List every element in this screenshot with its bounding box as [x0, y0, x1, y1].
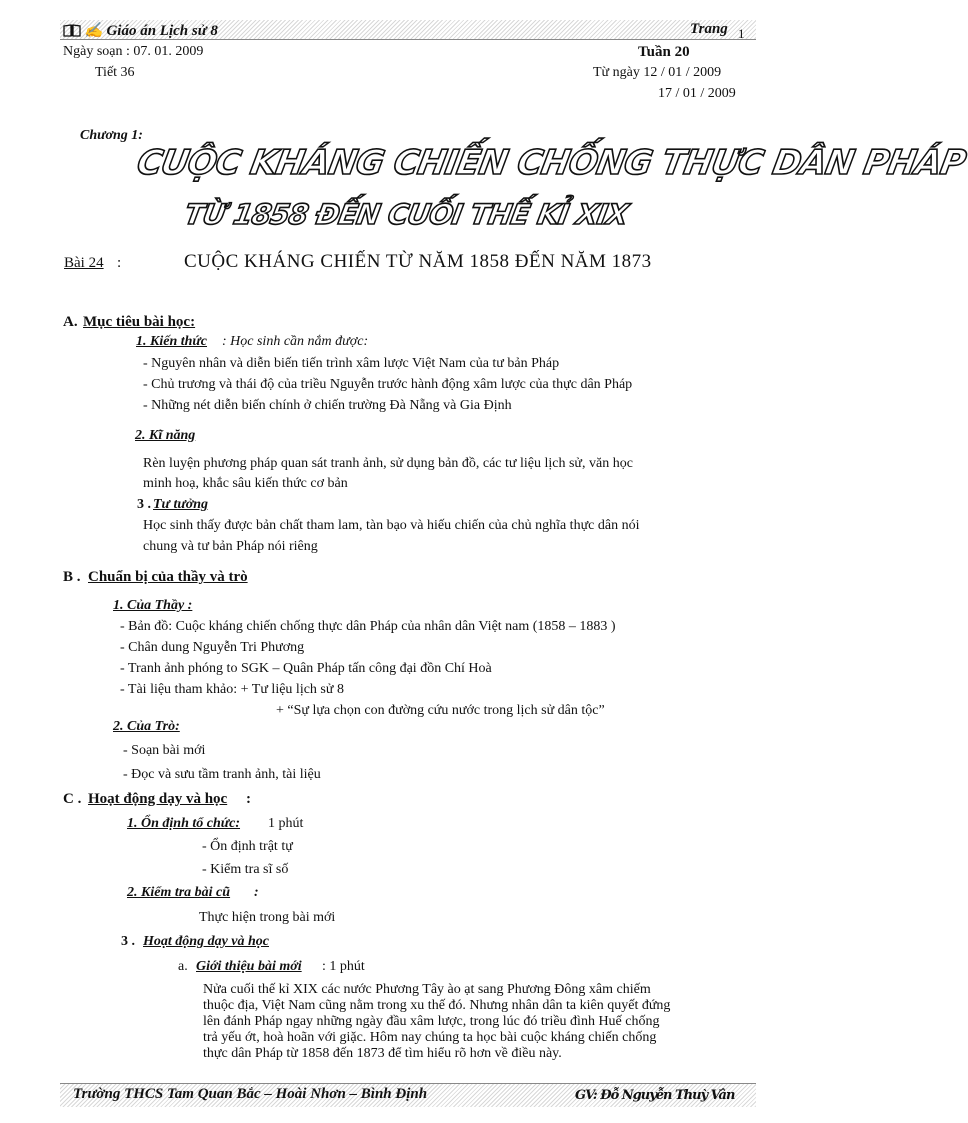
section-c-prefix: C .	[63, 791, 82, 807]
intro-line: lên đánh Pháp ngay những ngày đầu xâm lược, trong lúc đó triều đình Huế chống	[203, 1014, 660, 1029]
thought-text: Học sinh thấy được bản chất tham lam, tàn bạo và hiếu chiến của chủ nghĩa thực dân nói	[143, 518, 640, 533]
thought-text: chung và tư bản Pháp nói riêng	[143, 539, 318, 554]
org-time: 1 phút	[268, 816, 304, 831]
reference-item: + “Sự lựa chọn con đường cứu nước trong lịch sử dân tộc”	[276, 703, 605, 718]
thought-heading: Tư tưởng	[153, 497, 209, 512]
knowledge-heading: 1. Kiến thức	[136, 334, 208, 349]
book-icon	[63, 24, 81, 37]
org-heading: 1. Ổn định tổ chức:	[127, 816, 241, 831]
student-heading: 2. Của Trò:	[113, 719, 180, 734]
list-item: - Tài liệu tham khảo: + Tư liệu lịch sử 8	[120, 682, 344, 697]
lesson-number: Tiết 36	[95, 65, 135, 80]
check-heading: 2. Kiểm tra bài cũ	[127, 885, 231, 900]
knowledge-intro: : Học sinh cần nắm được:	[222, 334, 369, 349]
lesson-label: Bài 24	[64, 255, 104, 271]
intro-line: trả yếu ớt, hoà hoãn với giặc. Hôm nay chúng ta học bài cuộc kháng chiến chống	[203, 1030, 657, 1045]
date-prepared: Ngày soạn : 07. 01. 2009	[63, 44, 204, 59]
chapter-title-line2: TỪ 1858 ĐẾN CUỐI THẾ KỈ XIX	[182, 198, 631, 231]
section-b-prefix: B .	[63, 569, 81, 585]
section-c-colon: :	[246, 791, 251, 807]
intro-line: thuộc địa, Việt Nam cũng nằm trong xu thế đó. Nhưng nhân dân ta kiên quyết đứng	[203, 998, 671, 1013]
to-date: 17 / 01 / 2009	[658, 86, 736, 101]
activity-heading: Hoạt động dạy và học	[143, 934, 269, 949]
thought-number: 3 .	[137, 497, 151, 512]
section-c-heading: Hoạt động dạy và học	[88, 791, 228, 807]
teacher-signature: GV: Đỗ Nguyễn Thuỳ Vân	[575, 1088, 735, 1103]
subject-title: ✍ Giáo án Lịch sử 8	[84, 23, 218, 39]
list-item: - Kiểm tra sĩ số	[202, 862, 289, 877]
intro-line: Nửa cuối thế kỉ XIX các nước Phương Tây ào ạt sang Phương Đông xâm chiếm	[203, 982, 651, 997]
section-a-prefix: A.	[63, 314, 78, 330]
intro-letter: a.	[178, 959, 188, 974]
section-b-heading: Chuẩn bị của thầy và trò	[88, 569, 248, 585]
chapter-title-line1: CUỘC KHÁNG CHIẾN CHỐNG THỰC DÂN PHÁP	[134, 143, 968, 183]
list-item: - Nguyên nhân và diễn biến tiến trình xâm lược Việt Nam của tư bản Pháp	[143, 356, 560, 371]
list-item: - Bản đồ: Cuộc kháng chiến chống thực dân Pháp của nhân dân Việt nam (1858 – 1883 )	[120, 619, 616, 634]
page-label: Trang	[690, 21, 728, 37]
check-text: Thực hiện trong bài mới	[199, 910, 336, 925]
list-item: - Những nét diễn biến chính ở chiến trường Đà Nẵng và Gia Định	[143, 398, 512, 413]
chapter-label: Chương 1:	[80, 128, 143, 143]
intro-heading: Giới thiệu bài mới	[196, 959, 302, 974]
skill-text: minh hoạ, khắc sâu kiến thức cơ bản	[143, 476, 348, 491]
school-name: Trường THCS Tam Quan Bắc – Hoài Nhơn – Bình Định	[73, 1086, 428, 1102]
intro-time: : 1 phút	[322, 959, 365, 974]
list-item: - Soạn bài mới	[123, 743, 206, 758]
activity-number: 3 .	[121, 934, 135, 949]
skill-text: Rèn luyện phương pháp quan sát tranh ảnh, sử dụng bản đồ, các tư liệu lịch sử, văn học	[143, 456, 633, 471]
list-item: - Tranh ảnh phóng to SGK – Quân Pháp tấn công đại đồn Chí Hoà	[120, 661, 492, 676]
list-item: - Chân dung Nguyễn Tri Phương	[120, 640, 305, 655]
section-a-heading: Mục tiêu bài học:	[83, 314, 196, 330]
list-item: - Đọc và sưu tầm tranh ảnh, tài liệu	[123, 767, 321, 782]
check-colon: :	[254, 885, 259, 900]
from-date: Từ ngày 12 / 01 / 2009	[593, 65, 722, 80]
week-number: Tuần 20	[638, 44, 690, 60]
page-number: 1	[738, 26, 745, 41]
intro-line: thực dân Pháp từ 1858 đến 1873 để tìm hiểu rõ hơn về điều này.	[203, 1046, 562, 1061]
teacher-heading: 1. Của Thầy :	[113, 598, 193, 613]
lesson-title: CUỘC KHÁNG CHIẾN TỪ NĂM 1858 ĐẾN NĂM 1873	[184, 251, 652, 272]
lesson-colon: :	[117, 255, 122, 271]
skill-heading: 2. Kĩ năng	[135, 428, 196, 443]
list-item: - Chủ trương và thái độ của triều Nguyễn trước hành động xâm lược của thực dân Pháp	[143, 377, 633, 392]
list-item: - Ổn định trật tự	[202, 839, 293, 854]
pen-icon: ✍	[84, 23, 103, 39]
